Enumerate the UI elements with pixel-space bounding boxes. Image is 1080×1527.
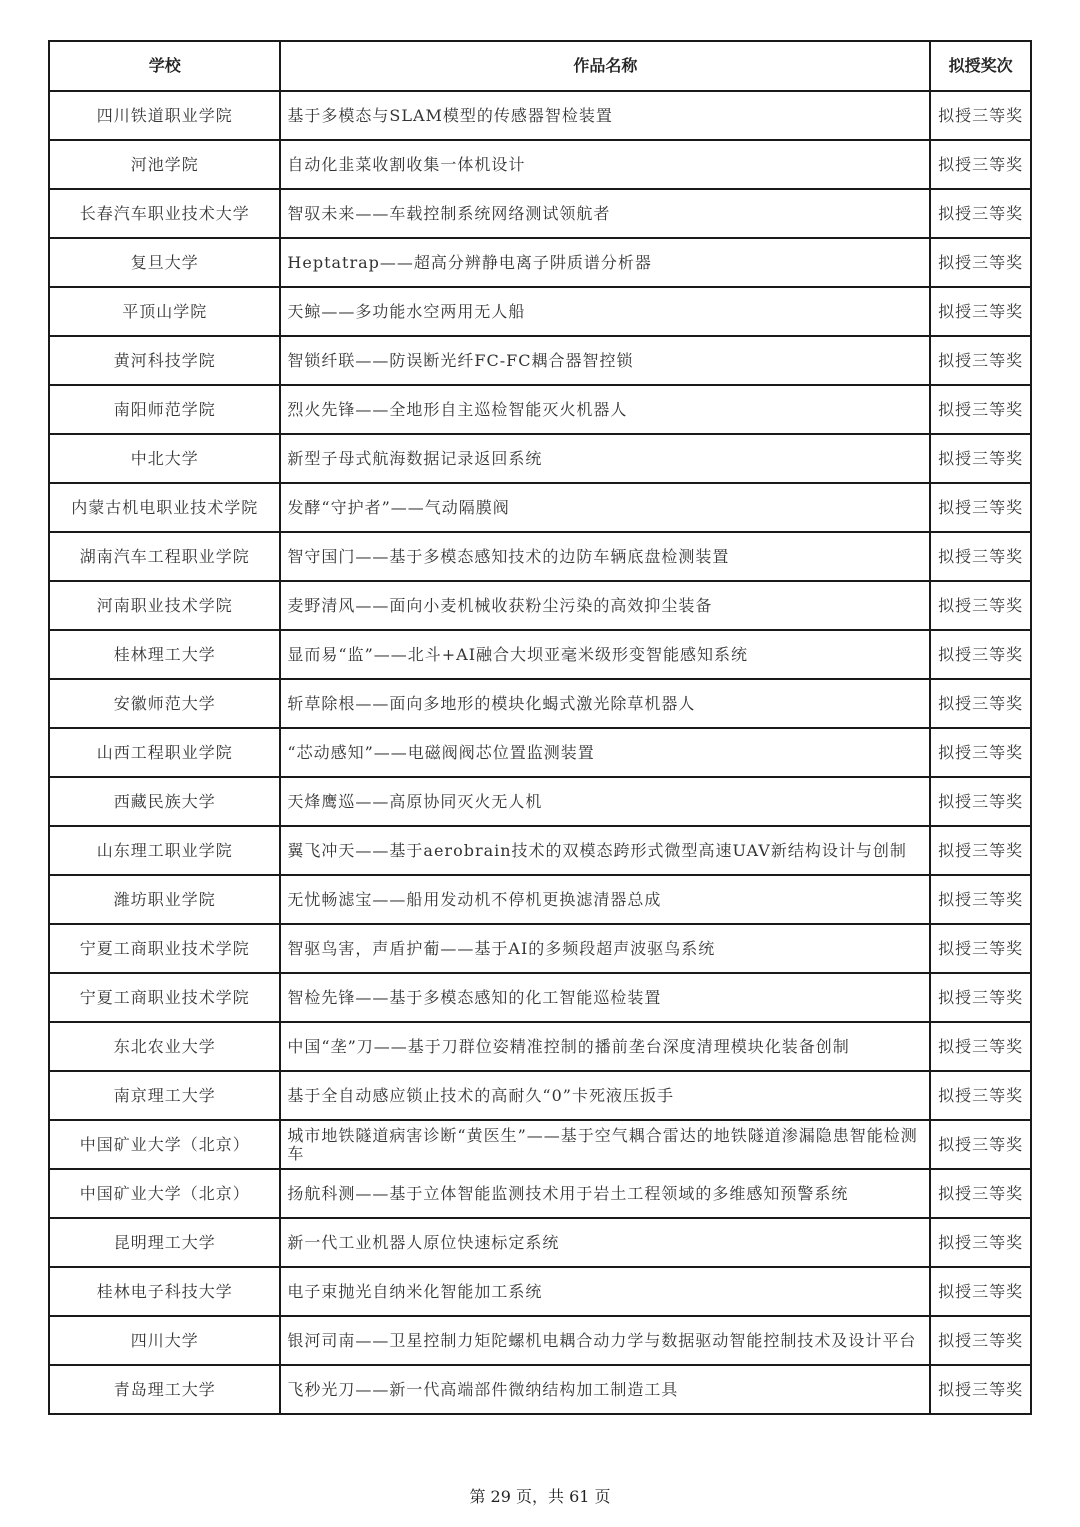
school-cell: 黄河科技学院 — [49, 336, 280, 385]
award-cell: 拟授三等奖 — [930, 581, 1031, 630]
table-row — [49, 91, 1031, 140]
award-cell: 拟授三等奖 — [930, 826, 1031, 875]
school-cell: 桂林理工大学 — [49, 630, 280, 679]
school-cell: 安徽师范大学 — [49, 679, 280, 728]
school-cell: 长春汽车职业技术大学 — [49, 189, 280, 238]
work-title-cell: 新一代工业机器人原位快速标定系统 — [280, 1218, 930, 1267]
table-row — [49, 679, 1031, 728]
school-cell: 湖南汽车工程职业学院 — [49, 532, 280, 581]
school-cell: 桂林电子科技大学 — [49, 1267, 280, 1316]
table-row — [49, 924, 1031, 973]
table-row — [49, 434, 1031, 483]
table-row — [49, 1071, 1031, 1120]
table-row — [49, 728, 1031, 777]
award-cell: 拟授三等奖 — [930, 679, 1031, 728]
school-cell: 内蒙古机电职业技术学院 — [49, 483, 280, 532]
school-cell: 河池学院 — [49, 140, 280, 189]
school-cell: 四川大学 — [49, 1316, 280, 1365]
award-cell: 拟授三等奖 — [930, 434, 1031, 483]
school-cell: 南阳师范学院 — [49, 385, 280, 434]
work-title-cell: 智检先锋——基于多模态感知的化工智能巡检装置 — [280, 973, 930, 1022]
work-title-cell: 基于全自动感应锁止技术的高耐久“0”卡死液压扳手 — [280, 1071, 930, 1120]
school-cell: 山西工程职业学院 — [49, 728, 280, 777]
work-title-cell: 斩草除根——面向多地形的模块化蝎式激光除草机器人 — [280, 679, 930, 728]
work-title-cell: 基于多模态与SLAM模型的传感器智检装置 — [280, 91, 930, 140]
table-row — [49, 777, 1031, 826]
work-title-cell: 智驱鸟害，声盾护葡——基于AI的多频段超声波驱鸟系统 — [280, 924, 930, 973]
awards-table — [48, 40, 1032, 1415]
work-title-cell: 智守国门——基于多模态感知技术的边防车辆底盘检测装置 — [280, 532, 930, 581]
table-row — [49, 875, 1031, 924]
work-title-cell: 银河司南——卫星控制力矩陀螺机电耦合动力学与数据驱动智能控制技术及设计平台 — [280, 1316, 930, 1365]
award-cell: 拟授三等奖 — [930, 630, 1031, 679]
work-title-cell: 扬航科测——基于立体智能监测技术用于岩土工程领域的多维感知预警系统 — [280, 1169, 930, 1218]
award-cell: 拟授三等奖 — [930, 385, 1031, 434]
table-row — [49, 287, 1031, 336]
header-school: 学校 — [49, 41, 280, 91]
school-cell: 昆明理工大学 — [49, 1218, 280, 1267]
school-cell: 中国矿业大学（北京） — [49, 1169, 280, 1218]
table-row — [49, 336, 1031, 385]
table-row — [49, 630, 1031, 679]
table-row — [49, 238, 1031, 287]
table-row — [49, 1365, 1031, 1414]
award-cell: 拟授三等奖 — [930, 1316, 1031, 1365]
table-row — [49, 826, 1031, 875]
work-title-cell: 中国“垄”刀——基于刀群位姿精准控制的播前垄台深度清理模块化装备创制 — [280, 1022, 930, 1071]
school-cell: 潍坊职业学院 — [49, 875, 280, 924]
work-title-cell: 智驭未来——车载控制系统网络测试领航者 — [280, 189, 930, 238]
award-cell: 拟授三等奖 — [930, 924, 1031, 973]
table-row — [49, 532, 1031, 581]
table-row — [49, 483, 1031, 532]
school-cell: 宁夏工商职业技术学院 — [49, 973, 280, 1022]
work-title-cell: 发酵“守护者”——气动隔膜阀 — [280, 483, 930, 532]
work-title-cell: 智锁纤联——防误断光纤FC-FC耦合器智控锁 — [280, 336, 930, 385]
table-row — [49, 1316, 1031, 1365]
table-row — [49, 385, 1031, 434]
work-title-cell: 新型子母式航海数据记录返回系统 — [280, 434, 930, 483]
work-title-cell: 翼飞冲天——基于aerobrain技术的双模态跨形式微型高速UAV新结构设计与创制 — [280, 826, 930, 875]
school-cell: 东北农业大学 — [49, 1022, 280, 1071]
award-cell: 拟授三等奖 — [930, 728, 1031, 777]
award-cell: 拟授三等奖 — [930, 287, 1031, 336]
school-cell: 青岛理工大学 — [49, 1365, 280, 1414]
table-row — [49, 189, 1031, 238]
school-cell: 山东理工职业学院 — [49, 826, 280, 875]
work-title-cell: “芯动感知”——电磁阀阀芯位置监测装置 — [280, 728, 930, 777]
award-cell: 拟授三等奖 — [930, 1169, 1031, 1218]
work-title-cell: Heptatrap——超高分辨静电离子阱质谱分析器 — [280, 238, 930, 287]
award-cell: 拟授三等奖 — [930, 777, 1031, 826]
work-title-cell: 天烽鹰巡——高原协同灭火无人机 — [280, 777, 930, 826]
table-row — [49, 973, 1031, 1022]
page-number: 第 29 页，共 61 页 — [469, 1487, 611, 1506]
award-cell: 拟授三等奖 — [930, 140, 1031, 189]
award-cell: 拟授三等奖 — [930, 532, 1031, 581]
school-cell: 宁夏工商职业技术学院 — [49, 924, 280, 973]
header-award: 拟授奖次 — [930, 41, 1031, 91]
table-row — [49, 1169, 1031, 1218]
award-cell: 拟授三等奖 — [930, 1120, 1031, 1169]
header-row — [49, 41, 1031, 91]
work-title-cell: 无忧畅滤宝——船用发动机不停机更换滤清器总成 — [280, 875, 930, 924]
school-cell: 河南职业技术学院 — [49, 581, 280, 630]
school-cell: 中国矿业大学（北京） — [49, 1120, 280, 1169]
table-row — [49, 1218, 1031, 1267]
table-row — [49, 1120, 1031, 1169]
award-cell: 拟授三等奖 — [930, 1218, 1031, 1267]
school-cell: 西藏民族大学 — [49, 777, 280, 826]
work-title-cell: 烈火先锋——全地形自主巡检智能灭火机器人 — [280, 385, 930, 434]
award-cell: 拟授三等奖 — [930, 91, 1031, 140]
award-cell: 拟授三等奖 — [930, 875, 1031, 924]
header-work: 作品名称 — [280, 41, 930, 91]
work-title-cell: 自动化韭菜收割收集一体机设计 — [280, 140, 930, 189]
school-cell: 复旦大学 — [49, 238, 280, 287]
table-row — [49, 1267, 1031, 1316]
award-cell: 拟授三等奖 — [930, 189, 1031, 238]
school-cell: 四川铁道职业学院 — [49, 91, 280, 140]
school-cell: 中北大学 — [49, 434, 280, 483]
work-title-cell: 城市地铁隧道病害诊断“黄医生”——基于空气耦合雷达的地铁隧道渗漏隐患智能检测车 — [280, 1120, 930, 1169]
table-row — [49, 581, 1031, 630]
award-cell: 拟授三等奖 — [930, 1365, 1031, 1414]
work-title-cell: 天鲸——多功能水空两用无人船 — [280, 287, 930, 336]
work-title-cell: 麦野清风——面向小麦机械收获粉尘污染的高效抑尘装备 — [280, 581, 930, 630]
table-body — [49, 91, 1031, 1414]
award-cell: 拟授三等奖 — [930, 1022, 1031, 1071]
award-cell: 拟授三等奖 — [930, 238, 1031, 287]
work-title-cell: 显而易“监”——北斗+AI融合大坝亚毫米级形变智能感知系统 — [280, 630, 930, 679]
school-cell: 平顶山学院 — [49, 287, 280, 336]
award-cell: 拟授三等奖 — [930, 973, 1031, 1022]
award-cell: 拟授三等奖 — [930, 1267, 1031, 1316]
table-row — [49, 140, 1031, 189]
award-cell: 拟授三等奖 — [930, 483, 1031, 532]
award-cell: 拟授三等奖 — [930, 336, 1031, 385]
work-title-cell: 电子束抛光自纳米化智能加工系统 — [280, 1267, 930, 1316]
work-title-cell: 飞秒光刀——新一代高端部件微纳结构加工制造工具 — [280, 1365, 930, 1414]
award-cell: 拟授三等奖 — [930, 1071, 1031, 1120]
table-row — [49, 1022, 1031, 1071]
school-cell: 南京理工大学 — [49, 1071, 280, 1120]
